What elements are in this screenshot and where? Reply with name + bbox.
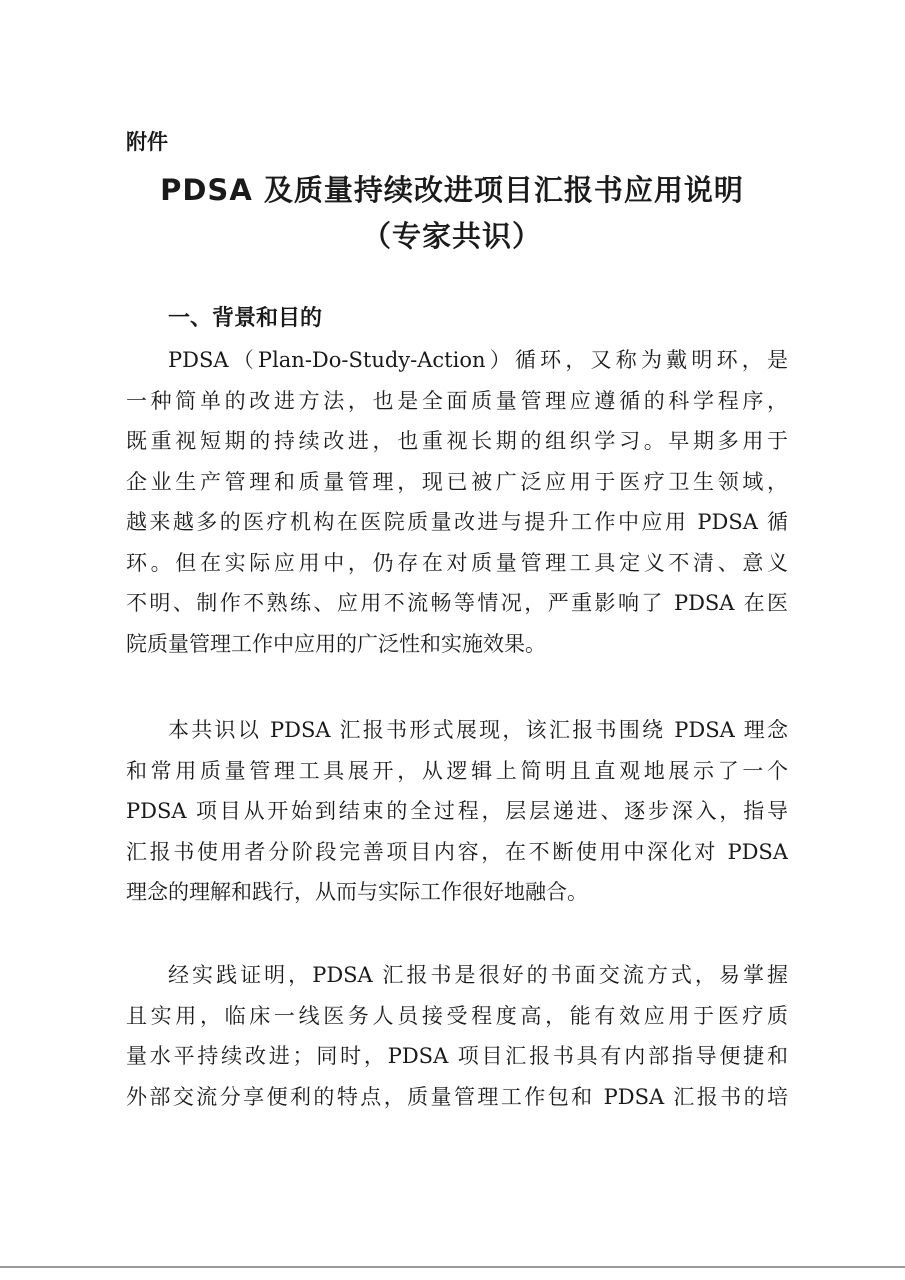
paragraph-line: 且实用，临床一线医务人员接受程度高，能有效应用于医疗质 [126,1003,788,1028]
paragraph-line: 汇报书使用者分阶段完善项目内容，在不断使用中深化对 PDSA [126,839,788,864]
paragraph-consensus [126,710,788,913]
paragraph-line: 既重视短期的持续改进，也重视长期的组织学习。早期多用于 [126,429,788,453]
paragraph-line: PDSA（Plan-Do-Study-Action）循环，又称为戴明环，是 [168,348,788,372]
paragraph-line: 企业生产管理和质量管理，现已被广泛应用于医疗卫生领域， [126,469,788,494]
paragraph-line: 环。但在实际应用中，仍存在对质量管理工具定义不清、意义 [126,550,788,575]
paragraph-line: 一种简单的改进方法，也是全面质量管理应遵循的科学程序， [126,388,788,413]
document-title: PDSA 及质量持续改进项目汇报书应用说明 [160,173,744,207]
paragraph-line: 院质量管理工作中应用的广泛性和实施效果。 [126,631,546,656]
page-bottom-rule [0,1266,905,1268]
paragraph-line: 越来越多的医疗机构在医院质量改进与提升工作中应用 PDSA 循 [126,510,788,534]
paragraph-background [126,340,788,664]
document-subtitle: （专家共识） [361,219,542,253]
section-heading: 一、背景和目的 [168,306,323,331]
paragraph-practice [126,955,788,1117]
paragraph-line: 理念的理解和践行，从而与实际工作很好地融合。 [126,880,588,904]
paragraph-line: PDSA 项目从开始到结束的全过程，层层递进、逐步深入，指导 [126,799,788,823]
paragraph-line: 本共识以 PDSA 汇报书形式展现，该汇报书围绕 PDSA 理念 [168,718,788,742]
paragraph-line: 外部交流分享便利的特点，质量管理工作包和 PDSA 汇报书的培 [126,1084,788,1109]
annex-label: 附件 [126,130,168,154]
paragraph-line: 和常用质量管理工具展开，从逻辑上简明且直观地展示了一个 [126,758,788,783]
paragraph-line: 量水平持续改进；同时，PDSA 项目汇报书具有内部指导便捷和 [126,1044,788,1068]
paragraph-line: 经实践证明，PDSA 汇报书是很好的书面交流方式，易掌握 [168,963,788,987]
paragraph-line: 不明、制作不熟练、应用不流畅等情况，严重影响了 PDSA 在医 [126,591,788,615]
